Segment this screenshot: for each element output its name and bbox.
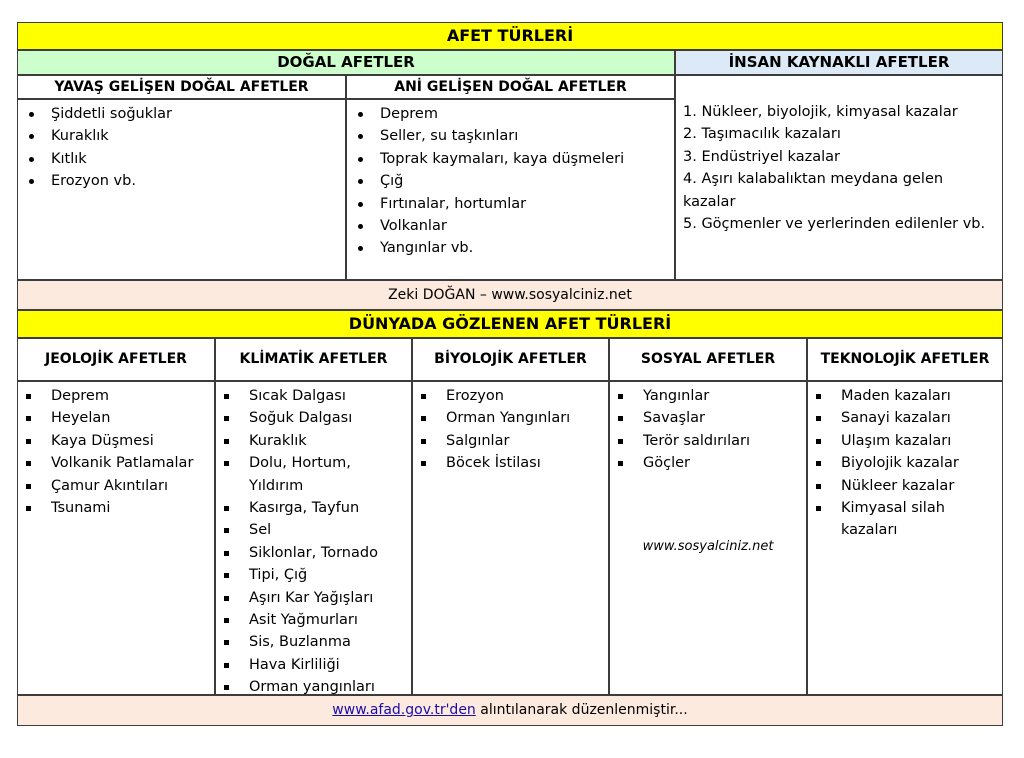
sudden-disasters-header: ANİ GELİŞEN DOĞAL AFETLER — [346, 75, 675, 99]
biological-cell — [412, 381, 609, 695]
climatic-list — [216, 385, 411, 699]
source-text: alıntılanarak düzenlenmiştir... — [475, 702, 688, 718]
list-item: Deprem — [18, 385, 214, 407]
list-item: Kaya Düşmesi — [18, 430, 214, 452]
social-header: SOSYAL AFETLER — [609, 338, 807, 381]
biological-list — [413, 385, 608, 475]
human-item: 2. Taşımacılık kazaları — [683, 126, 841, 143]
list-item: Kıtlık — [18, 148, 345, 170]
list-item: Deprem — [347, 103, 674, 125]
list-item: Hava Kirliliği — [216, 654, 411, 676]
technological-header: TEKNOLOJİK AFETLER — [807, 338, 1003, 381]
human-disasters-cell — [675, 75, 1003, 280]
slow-disasters-header: YAVAŞ GELİŞEN DOĞAL AFETLER — [17, 75, 346, 99]
human-disasters-header: İNSAN KAYNAKLI AFETLER — [675, 50, 1003, 75]
list-item: Ulaşım kazaları — [808, 430, 1002, 452]
natural-disasters-header: DOĞAL AFETLER — [17, 50, 675, 75]
climatic-header: KLİMATİK AFETLER — [215, 338, 412, 381]
list-item: Yangınlar vb. — [347, 237, 674, 259]
geological-cell — [17, 381, 215, 695]
human-item: 4. Aşırı kalabalıktan meydana gelen kazalar — [683, 171, 944, 210]
list-item: Siklonlar, Tornado — [216, 542, 411, 564]
list-item: Erozyon — [413, 385, 608, 407]
technological-cell — [807, 381, 1003, 695]
list-item: Çamur Akıntıları — [18, 475, 214, 497]
list-item: Kasırga, Tayfun — [216, 497, 411, 519]
list-item: Tipi, Çığ — [216, 564, 411, 586]
list-item: Sis, Buzlanma — [216, 631, 411, 653]
list-item: Biyolojik kazalar — [808, 452, 1002, 474]
list-item: Orman Yangınları — [413, 407, 608, 429]
list-item: Sıcak Dalgası — [216, 385, 411, 407]
list-item: Seller, su taşkınları — [347, 125, 674, 147]
slow-disasters-list — [18, 103, 345, 193]
social-list — [610, 385, 806, 475]
watermark-text: www.sosyalciniz.net — [642, 539, 774, 554]
climatic-cell — [215, 381, 412, 695]
list-item: Toprak kaymaları, kaya düşmeleri — [347, 148, 674, 170]
list-item: Dolu, Hortum, Yıldırım — [216, 452, 411, 497]
list-item: Asit Yağmurları — [216, 609, 411, 631]
list-item: Fırtınalar, hortumlar — [347, 193, 674, 215]
list-item: Savaşlar — [610, 407, 806, 429]
credit-line: Zeki DOĞAN – www.sosyalciniz.net — [17, 280, 1003, 310]
list-item: Sanayi kazaları — [808, 407, 1002, 429]
list-item: Göçler — [610, 452, 806, 474]
list-item: Volkanik Patlamalar — [18, 452, 214, 474]
list-item: Kimyasal silah kazaları — [808, 497, 1002, 542]
list-item: Erozyon vb. — [18, 170, 345, 192]
world-disasters-title: DÜNYADA GÖZLENEN AFET TÜRLERİ — [17, 310, 1003, 338]
list-item: Nükleer kazalar — [808, 475, 1002, 497]
list-item: Maden kazaları — [808, 385, 1002, 407]
list-item: Böcek İstilası — [413, 452, 608, 474]
list-item: Kuraklık — [18, 125, 345, 147]
list-item: Soğuk Dalgası — [216, 407, 411, 429]
source-line — [17, 695, 1003, 726]
list-item: Şiddetli soğuklar — [18, 103, 345, 125]
social-cell — [609, 381, 807, 695]
list-item: Heyelan — [18, 407, 214, 429]
sudden-disasters-list — [347, 103, 674, 260]
list-item: Kuraklık — [216, 430, 411, 452]
geological-header: JEOLOJİK AFETLER — [17, 338, 215, 381]
list-item: Aşırı Kar Yağışları — [216, 587, 411, 609]
technological-list — [808, 385, 1002, 542]
list-item: Orman yangınları — [216, 676, 411, 698]
human-item: 1. Nükleer, biyolojik, kimyasal kazalar — [683, 104, 958, 120]
biological-header: BİYOLOJİK AFETLER — [412, 338, 609, 381]
list-item: Terör saldırıları — [610, 430, 806, 452]
sudden-disasters-cell — [346, 99, 675, 280]
list-item: Tsunami — [18, 497, 214, 519]
list-item: Salgınlar — [413, 430, 608, 452]
afad-source-link[interactable]: www.afad.gov.tr'den — [332, 702, 476, 718]
slow-disasters-cell — [17, 99, 346, 280]
list-item: Yangınlar — [610, 385, 806, 407]
list-item: Sel — [216, 519, 411, 541]
afet-turleri-title: AFET TÜRLERİ — [17, 22, 1003, 50]
list-item: Çığ — [347, 170, 674, 192]
human-item: 5. Göçmenler ve yerlerinden edilenler vb. — [683, 216, 986, 233]
geological-list — [18, 385, 214, 519]
list-item: Volkanlar — [347, 215, 674, 237]
human-item: 3. Endüstriyel kazalar — [683, 148, 840, 165]
